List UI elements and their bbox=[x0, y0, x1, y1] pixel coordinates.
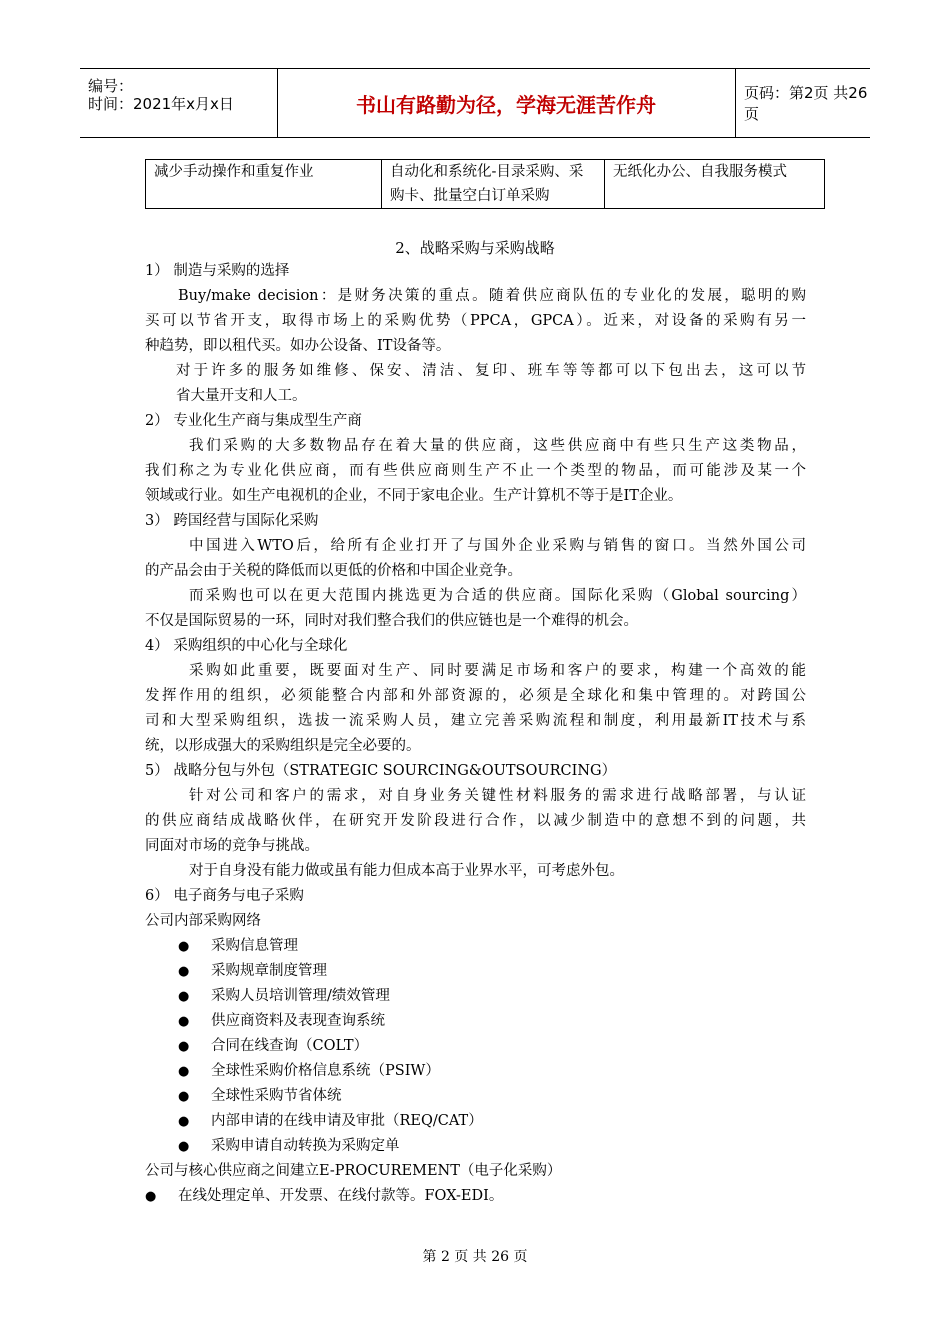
paragraph-line: 省大量开支和人工。 bbox=[176, 388, 307, 404]
subheading: 4） 采购组织的中心化与全球化 bbox=[145, 638, 348, 654]
paragraph-line: 种趋势，即以租代买。如办公设备、IT设备等。 bbox=[145, 338, 451, 354]
paragraph-line: 买可以节省开支，取得市场上的采购优势（PPCA，GPCA）。近来，对设备的采购有另一 bbox=[145, 313, 806, 329]
bullet-icon: ● bbox=[178, 989, 190, 1004]
subheading: 5） 战略分包与外包（STRATEGIC SOURCING&OUTSOURCING） bbox=[145, 763, 617, 779]
paragraph-line: 采购如此重要，既要面对生产、同时要满足市场和客户的要求，构建一个高效的能 bbox=[189, 663, 806, 679]
list-item: 全球性采购节省体统 bbox=[211, 1088, 342, 1104]
bullet-icon: ● bbox=[178, 1064, 190, 1079]
bullet-icon: ● bbox=[178, 1089, 190, 1104]
header-date: 时间：2021年x月x日 bbox=[88, 95, 234, 113]
subheading: 3） 跨国经营与国际化采购 bbox=[145, 513, 319, 529]
list-item: 采购人员培训管理/绩效管理 bbox=[211, 988, 390, 1004]
bullet-icon: ● bbox=[178, 1039, 190, 1054]
paragraph-line: Buy/make decision：是财务决策的重点。随着供应商队伍的专业化的发展，聪明的购 bbox=[178, 288, 806, 304]
list-item: 在线处理定单、开发票、在线付款等。FOX-EDI。 bbox=[178, 1188, 504, 1204]
list-item: 供应商资料及表现查询系统 bbox=[211, 1013, 385, 1029]
bullet-icon: ● bbox=[178, 964, 190, 979]
header-page-info: 页码：第2页 共26页 bbox=[744, 84, 868, 123]
paragraph-line: 不仅是国际贸易的一环，同时对我们整合我们的供应链也是一个难得的机会。 bbox=[145, 613, 638, 629]
bullet-icon: ● bbox=[178, 1014, 190, 1029]
list-item: 采购申请自动转换为采购定单 bbox=[211, 1138, 400, 1154]
paragraph-line: 发挥作用的组织，必须能整合内部和外部资源的，必须是全球化和集中管理的。对跨国公 bbox=[145, 688, 806, 704]
section-title: 2、战略采购与采购战略 bbox=[395, 239, 555, 257]
table-cell: 减少手动操作和重复作业 bbox=[146, 160, 382, 209]
paragraph-line: 我们采购的大多数物品存在着大量的供应商，这些供应商中有些只生产这类物品， bbox=[189, 438, 806, 454]
table-cell: 自动化和系统化-目录采购、采购卡、批量空白订单采购 bbox=[382, 160, 605, 209]
subheading: 1） 制造与采购的选择 bbox=[145, 263, 290, 279]
paragraph-line: 的供应商结成战略伙伴，在研究开发阶段进行合作，以减少制造中的意想不到的问题，共 bbox=[145, 813, 806, 829]
paragraph-line: 而采购也可以在更大范围内挑选更为合适的供应商。国际化采购（Global sourcing） bbox=[189, 588, 806, 604]
paragraph-line: 的产品会由于关税的降低而以更低的价格和中国企业竞争。 bbox=[145, 563, 522, 579]
list-item: 采购信息管理 bbox=[211, 938, 298, 954]
list-item: 内部申请的在线申请及审批（REQ/CAT） bbox=[211, 1113, 483, 1129]
page-header bbox=[80, 68, 870, 138]
subheading: 6） 电子商务与电子采购 bbox=[145, 888, 304, 904]
header-meta bbox=[80, 69, 278, 137]
paragraph-line: 公司内部采购网络 bbox=[145, 913, 261, 929]
page-footer: 第 2 页 共 26 页 bbox=[422, 1249, 528, 1265]
paragraph-line: 同面对市场的竞争与挑战。 bbox=[145, 838, 319, 854]
list-item: 全球性采购价格信息系统（PSIW） bbox=[211, 1063, 440, 1079]
bullet-icon: ● bbox=[178, 939, 190, 954]
paragraph-line: 对于自身没有能力做或虽有能力但成本高于业界水平，可考虑外包。 bbox=[189, 863, 624, 879]
subheading: 2） 专业化生产商与集成型生产商 bbox=[145, 413, 362, 429]
bullet-icon: ● bbox=[145, 1189, 157, 1204]
header-motto: 书山有路勤为径，学海无涯苦作舟 bbox=[277, 69, 736, 137]
paragraph-line: 司和大型采购组织，选拔一流采购人员，建立完善采购流程和制度，利用最新IT技术与系 bbox=[145, 713, 806, 729]
paragraph-line: 统，以形成强大的采购组织是完全必要的。 bbox=[145, 738, 421, 754]
paragraph-line: 领域或行业。如生产电视机的企业，不同于家电企业。生产计算机不等于是IT企业。 bbox=[145, 488, 683, 504]
list-item: 采购规章制度管理 bbox=[211, 963, 327, 979]
summary-table bbox=[145, 159, 825, 209]
paragraph-line: 公司与核心供应商之间建立E-PROCUREMENT（电子化采购） bbox=[145, 1163, 562, 1179]
bullet-icon: ● bbox=[178, 1114, 190, 1129]
table-cell: 无纸化办公、自我服务模式 bbox=[605, 160, 825, 209]
list-item: 合同在线查询（COLT） bbox=[211, 1038, 369, 1054]
paragraph-line: 对于许多的服务如维修、保安、清洁、复印、班车等等都可以下包出去，这可以节 bbox=[176, 363, 806, 379]
paragraph-line: 中国进入WTO后，给所有企业打开了与国外企业采购与销售的窗口。当然外国公司 bbox=[189, 538, 806, 554]
paragraph-line: 针对公司和客户的需求，对自身业务关键性材料服务的需求进行战略部署，与认证 bbox=[189, 788, 806, 804]
paragraph-line: 我们称之为专业化供应商，而有些供应商则生产不止一个类型的物品，而可能涉及某一个 bbox=[145, 463, 806, 479]
table-row bbox=[146, 160, 825, 209]
doc-number: 编号： bbox=[88, 77, 134, 95]
bullet-icon: ● bbox=[178, 1139, 190, 1154]
